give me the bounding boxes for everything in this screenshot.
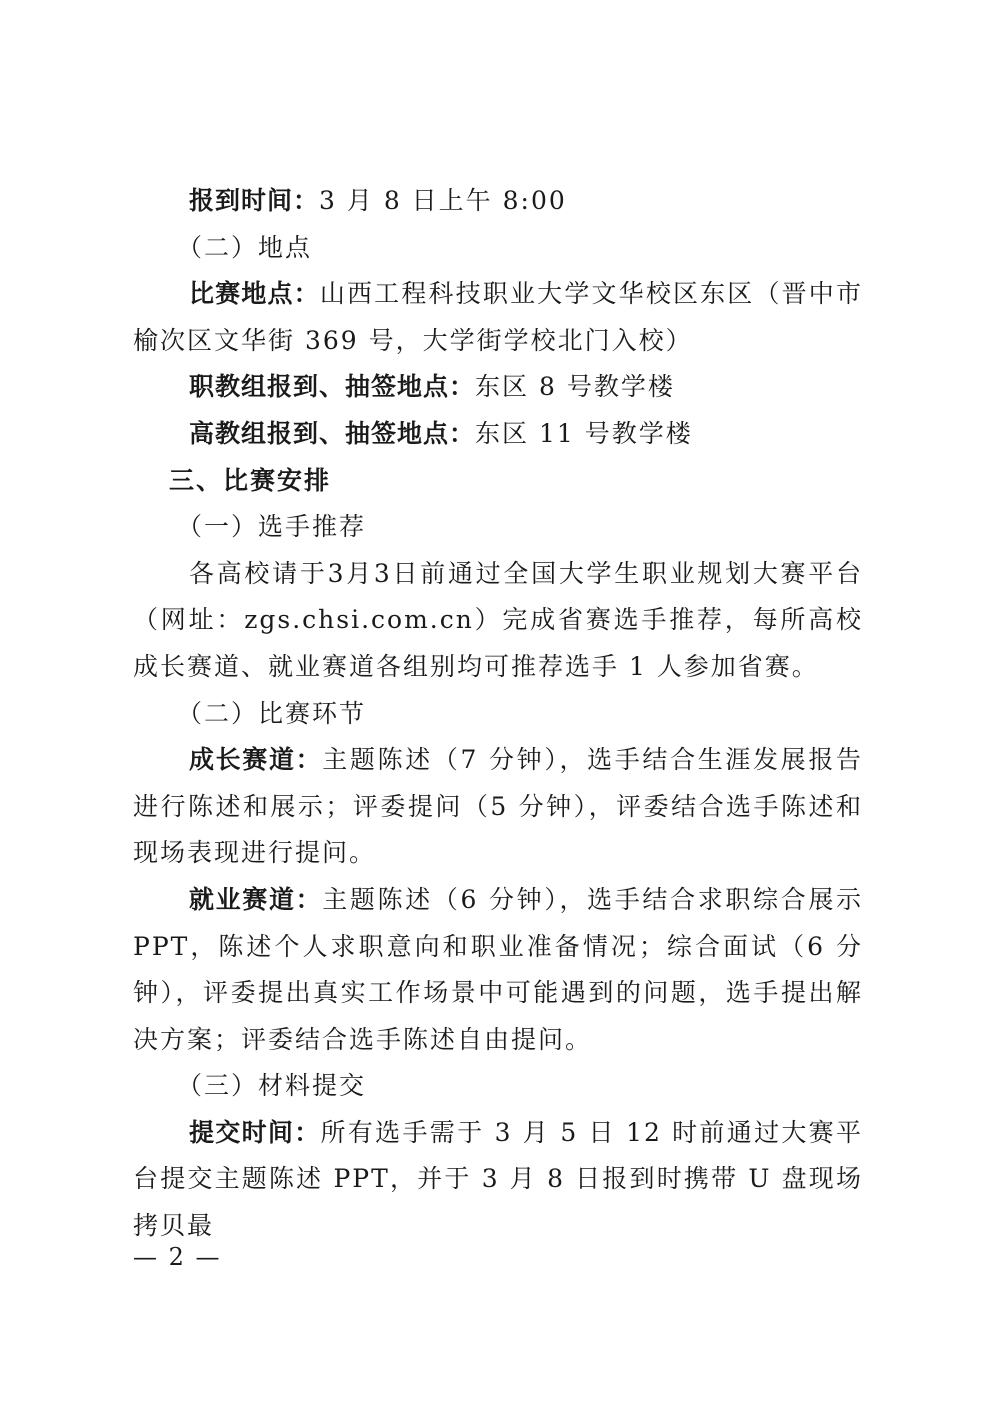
paragraph-higher-ed-location (133, 411, 863, 458)
paragraph-venue (133, 271, 863, 364)
text-registration-time: 3 月 8 日上午 8:00 (319, 186, 567, 215)
heading-section-3: 三、比赛安排 (169, 465, 332, 495)
text-submission-time: 所有选手需于 3 月 5 日 12 时前通过大赛平台提交主题陈述 PPT，并于 3 月 8 日报到时携带 U 盘现场拷贝最 (133, 1117, 863, 1241)
page-number: — 2 — (133, 1243, 222, 1271)
label-submission-time: 提交时间： (189, 1117, 321, 1147)
document-body (133, 178, 863, 1250)
paragraph-growth-track (133, 737, 863, 877)
text-employment-track: 主题陈述（6 分钟），选手结合求职综合展示PPT，陈述个人求职意向和职业准备情况；综合面试（6 分钟），评委提出真实工作场景中可能遇到的问题，选手提出解决方案；评委结合选手陈述自由提问。 (133, 884, 863, 1054)
label-venue: 比赛地点： (189, 279, 320, 309)
label-higher-ed-location: 高教组报到、抽签地点： (189, 418, 476, 448)
heading-recommendation: （一）选手推荐 (177, 512, 367, 542)
paragraph-submission-time (133, 1110, 863, 1250)
label-vocational-location: 职教组报到、抽签地点： (189, 372, 476, 402)
paragraph-employment-track (133, 877, 863, 1063)
label-growth-track: 成长赛道： (189, 745, 323, 775)
text-vocational-location: 东区 8 号教学楼 (475, 372, 675, 402)
paragraph-registration-time (133, 178, 863, 225)
text-higher-ed-location: 东区 11 号教学楼 (475, 418, 693, 448)
paragraph-vocational-location (133, 364, 863, 411)
paragraph-recommendation: 各高校请于3月3日前通过全国大学生职业规划大赛平台（网址：zgs.chsi.com.cn）完成省赛选手推荐，每所高校成长赛道、就业赛道各组别均可推荐选手 1 人参加省赛。 (133, 558, 863, 681)
heading-materials: （三）材料提交 (177, 1071, 367, 1101)
heading-stages: （二）比赛环节 (177, 698, 367, 728)
text-growth-track: 主题陈述（7 分钟），选手结合生涯发展报告进行陈述和展示；评委提问（5 分钟），评委结合选手陈述和现场表现进行提问。 (133, 745, 863, 868)
heading-location: （二）地点 (177, 232, 313, 262)
text-venue: 山西工程科技职业大学文华校区东区（晋中市榆次区文华街 369 号，大学街学校北门入校） (133, 279, 863, 355)
label-employment-track: 就业赛道： (189, 884, 323, 914)
label-registration-time: 报到时间： (189, 186, 320, 215)
